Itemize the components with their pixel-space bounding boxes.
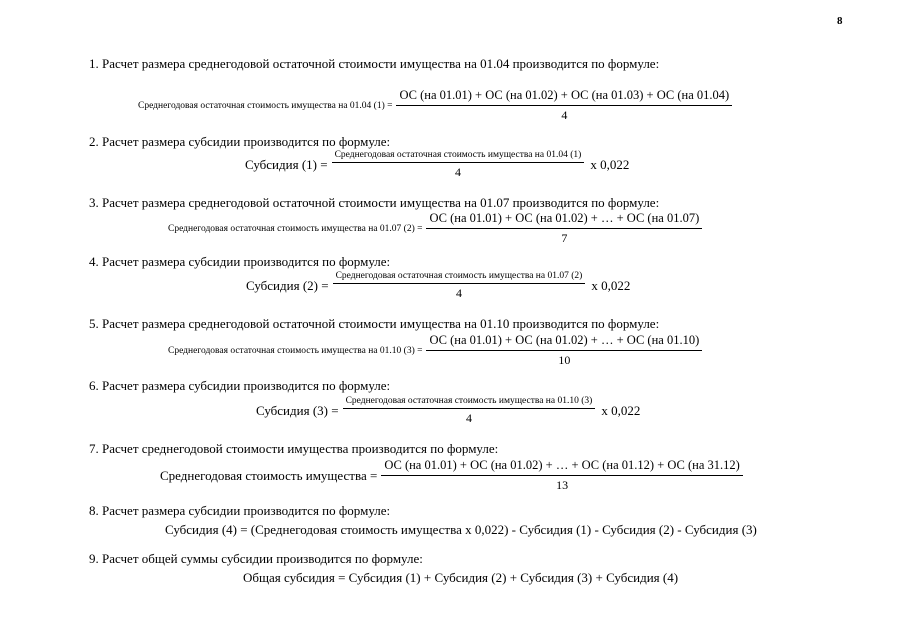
formula-1-denominator: 4 bbox=[561, 108, 568, 122]
formula-5-lhs: Среднегодовая остаточная стоимость имущества на 01.10 (3) = bbox=[168, 345, 423, 356]
formula-4-multiplier: х 0,022 bbox=[591, 278, 631, 293]
formula-3-lhs: Среднегодовая остаточная стоимость имущества на 01.07 (2) = bbox=[168, 223, 423, 234]
formula-5-numerator: ОС (на 01.01) + ОС (на 01.02) + … + ОС (на 01.10) bbox=[426, 333, 702, 351]
formula-6-lhs: Субсидия (3) = bbox=[256, 403, 339, 418]
formula-7-denominator: 13 bbox=[556, 478, 569, 492]
formula-1 bbox=[138, 88, 732, 123]
formula-4-lhs: Субсидия (2) = bbox=[246, 278, 329, 293]
formula-5 bbox=[168, 333, 702, 368]
formula-6-denominator: 4 bbox=[465, 411, 472, 425]
section-3-heading: 3. Расчет размера среднегодовой остаточной стоимости имущества на 01.07 производится по формуле: bbox=[89, 195, 660, 210]
formula-4-fraction bbox=[333, 271, 586, 301]
formula-9: Общая субсидия = Субсидия (1) + Субсидия (2) + Субсидия (3) + Субсидия (4) bbox=[243, 570, 679, 585]
formula-3-fraction bbox=[426, 211, 702, 246]
formula-3-denominator: 7 bbox=[561, 231, 568, 245]
formula-4-numerator: Среднегодовая остаточная стоимость имущества на 01.07 (2) bbox=[333, 271, 586, 284]
formula-5-fraction bbox=[426, 333, 702, 368]
formula-2-numerator: Среднегодовая остаточная стоимость имущества на 01.04 (1) bbox=[332, 150, 585, 163]
formula-7 bbox=[160, 458, 743, 493]
formula-1-lhs: Среднегодовая остаточная стоимость имущества на 01.04 (1) = bbox=[138, 100, 393, 111]
formula-2-fraction bbox=[332, 150, 585, 180]
section-4-heading: 4. Расчет размера субсидии производится по формуле: bbox=[89, 254, 391, 269]
formula-2 bbox=[245, 150, 629, 180]
formula-1-fraction bbox=[396, 88, 732, 123]
formula-6-fraction bbox=[343, 396, 596, 426]
section-1-heading: 1. Расчет размера среднегодовой остаточной стоимости имущества на 01.04 производится по формуле: bbox=[89, 56, 660, 71]
section-7-heading: 7. Расчет среднегодовой стоимости имущества производится по формуле: bbox=[89, 441, 499, 456]
formula-3-numerator: ОС (на 01.01) + ОС (на 01.02) + … + ОС (на 01.07) bbox=[426, 211, 702, 229]
formula-4 bbox=[246, 271, 630, 301]
formula-2-denominator: 4 bbox=[454, 165, 461, 179]
formula-6 bbox=[256, 396, 640, 426]
formula-3 bbox=[168, 211, 702, 246]
formula-7-numerator: ОС (на 01.01) + ОС (на 01.02) + … + ОС (на 01.12) + ОС (на 31.12) bbox=[381, 458, 743, 476]
page-number: 8 bbox=[837, 15, 843, 27]
formula-2-lhs: Субсидия (1) = bbox=[245, 157, 328, 172]
formula-7-fraction bbox=[381, 458, 743, 493]
formula-2-multiplier: х 0,022 bbox=[590, 157, 630, 172]
formula-7-lhs: Среднегодовая стоимость имущества = bbox=[160, 467, 378, 483]
formula-4-denominator: 4 bbox=[455, 286, 462, 300]
formula-5-denominator: 10 bbox=[558, 353, 571, 367]
section-2-heading: 2. Расчет размера субсидии производится по формуле: bbox=[89, 134, 391, 149]
formula-6-numerator: Среднегодовая остаточная стоимость имущества на 01.10 (3) bbox=[343, 396, 596, 409]
section-5-heading: 5. Расчет размера среднегодовой остаточной стоимости имущества на 01.10 производится по формуле: bbox=[89, 316, 660, 331]
section-8-heading: 8. Расчет размера субсидии производится по формуле: bbox=[89, 503, 391, 518]
formula-6-multiplier: х 0,022 bbox=[601, 403, 641, 418]
formula-8: Субсидия (4) = (Среднегодовая стоимость имущества х 0,022) - Субсидия (1) - Субсидия (2) - Субсидия (3) bbox=[165, 522, 757, 537]
formula-1-numerator: ОС (на 01.01) + ОС (на 01.02) + ОС (на 01.03) + ОС (на 01.04) bbox=[396, 88, 732, 106]
section-6-heading: 6. Расчет размера субсидии производится по формуле: bbox=[89, 378, 391, 393]
section-9-heading: 9. Расчет общей суммы субсидии производится по формуле: bbox=[89, 551, 423, 566]
